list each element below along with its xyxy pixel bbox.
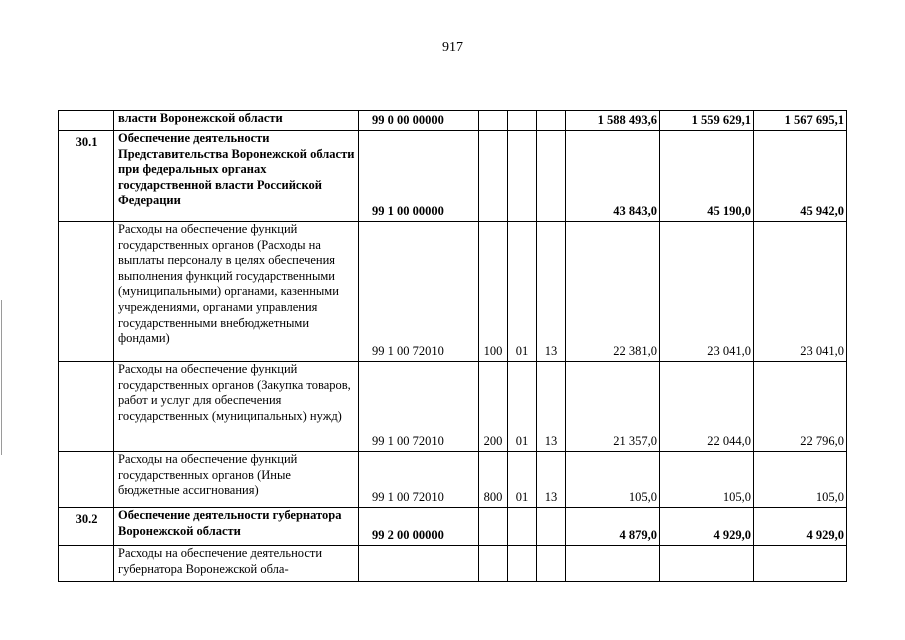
row-vr: [479, 546, 508, 582]
row-amount-1: 21 357,0: [566, 362, 660, 452]
row-rz: 01: [508, 362, 537, 452]
row-name: Расходы на обеспечение функций государственных органов (Закупка товаров, работ и услуг для обеспечения государственных (муниципальных) нужд): [114, 362, 359, 452]
row-number: 30.1: [59, 131, 114, 222]
row-code: 99 0 00 00000: [359, 111, 479, 131]
row-rz: [508, 111, 537, 131]
row-name: Расходы на обеспечение функций государственных органов (Иные бюджетные ассигнования): [114, 452, 359, 508]
row-pr: [537, 111, 566, 131]
row-amount-2: 22 044,0: [660, 362, 754, 452]
row-amount-3: 23 041,0: [754, 222, 847, 362]
row-amount-1: 43 843,0: [566, 131, 660, 222]
row-amount-2: 23 041,0: [660, 222, 754, 362]
row-vr: 800: [479, 452, 508, 508]
row-amount-3: 4 929,0: [754, 508, 847, 546]
row-pr: [537, 546, 566, 582]
row-rz: [508, 131, 537, 222]
row-number: [59, 222, 114, 362]
row-code: 99 1 00 72010: [359, 452, 479, 508]
row-pr: 13: [537, 222, 566, 362]
row-code: 99 1 00 72010: [359, 362, 479, 452]
row-amount-3: 1 567 695,1: [754, 111, 847, 131]
row-pr: 13: [537, 452, 566, 508]
row-code: 99 1 00 00000: [359, 131, 479, 222]
row-amount-3: 22 796,0: [754, 362, 847, 452]
margin-rule: [1, 300, 2, 455]
table-row: [59, 362, 847, 452]
row-amount-1: 22 381,0: [566, 222, 660, 362]
table-row: [59, 546, 847, 582]
row-name: Расходы на обеспечение деятельности губернатора Воронежской обла-: [114, 546, 359, 582]
row-vr: [479, 508, 508, 546]
row-number: [59, 362, 114, 452]
table-row: [59, 131, 847, 222]
row-name: Обеспечение деятельности Представительства Воронежской области при федеральных органах государственной власти Российской Федерации: [114, 131, 359, 222]
row-pr: [537, 131, 566, 222]
table-row: [59, 508, 847, 546]
row-rz: 01: [508, 222, 537, 362]
row-vr: 100: [479, 222, 508, 362]
row-vr: [479, 131, 508, 222]
row-vr: [479, 111, 508, 131]
table-row: [59, 452, 847, 508]
row-rz: 01: [508, 452, 537, 508]
row-rz: [508, 546, 537, 582]
row-amount-1: 1 588 493,6: [566, 111, 660, 131]
row-amount-2: 45 190,0: [660, 131, 754, 222]
row-number: [59, 111, 114, 131]
row-vr: 200: [479, 362, 508, 452]
table-row: [59, 222, 847, 362]
row-amount-1: 105,0: [566, 452, 660, 508]
row-code: 99 1 00 72010: [359, 222, 479, 362]
page-number: 917: [442, 40, 463, 55]
row-amount-1: 4 879,0: [566, 508, 660, 546]
row-code: [359, 546, 479, 582]
row-name: власти Воронежской области: [114, 111, 359, 131]
table-row: [59, 111, 847, 131]
row-amount-3: 105,0: [754, 452, 847, 508]
row-amount-3: 45 942,0: [754, 131, 847, 222]
row-pr: 13: [537, 362, 566, 452]
row-amount-2: 4 929,0: [660, 508, 754, 546]
row-amount-1: [566, 546, 660, 582]
row-name: Расходы на обеспечение функций государственных органов (Расходы на выплаты персоналу в целях обеспечения выполнения функций государственными (муниципальными) органами, казенными учреждениями, органами управления государственными внебюджетными фондами): [114, 222, 359, 362]
row-number: [59, 452, 114, 508]
row-pr: [537, 508, 566, 546]
row-amount-3: [754, 546, 847, 582]
row-amount-2: 1 559 629,1: [660, 111, 754, 131]
row-number: [59, 546, 114, 582]
row-amount-2: [660, 546, 754, 582]
row-name: Обеспечение деятельности губернатора Воронежской области: [114, 508, 359, 546]
row-number: 30.2: [59, 508, 114, 546]
row-code: 99 2 00 00000: [359, 508, 479, 546]
row-rz: [508, 508, 537, 546]
row-amount-2: 105,0: [660, 452, 754, 508]
budget-table: [58, 110, 847, 582]
